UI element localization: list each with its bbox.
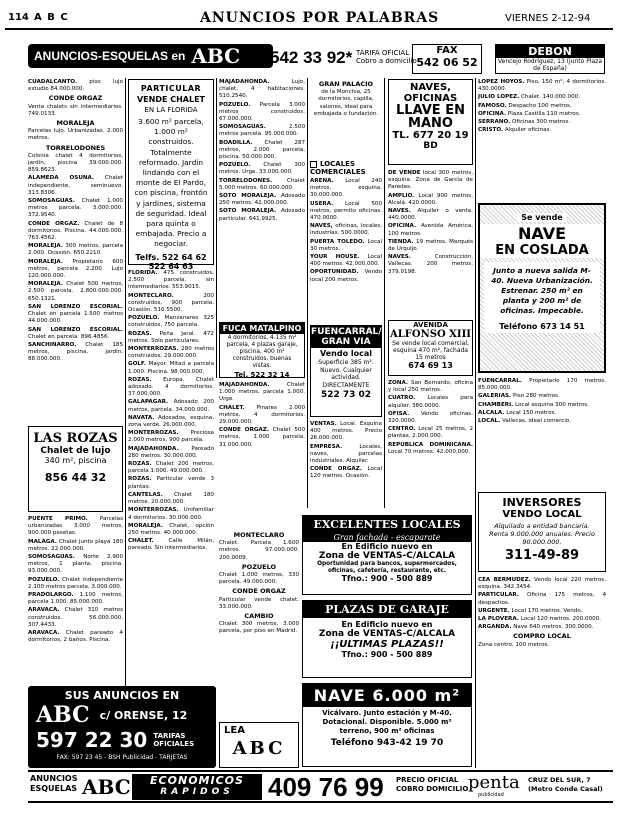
coslada-line-1: NAVE [480, 224, 604, 243]
section-heading: TORRELODONES [45, 143, 106, 152]
fuencarral-ad [310, 325, 382, 417]
column-3-mid [219, 382, 305, 504]
economicos-label: ECONOMICOS [150, 774, 244, 787]
classified-item: MAJADAHONDA. Lujo, chalet, 4 habitaciones. 510.2540. [219, 79, 305, 100]
classified-item: MAJADAHONDA. Pareado 280 metros. 30.000.000. [128, 445, 214, 459]
precio-line-2: COBRO DOMICILIO [396, 785, 469, 793]
classified-item: NAVES. Construcción, Vallecas. 200 metros. 379.0198. [388, 254, 473, 275]
garaje-phone: Tfno.: 900 - 500 889 [341, 650, 433, 659]
paper-name: A B C [34, 12, 69, 23]
classified-item: SOMOSAGUAS. 2.500 metros parcela. 95.000.000. [219, 124, 305, 138]
column-rule [125, 78, 126, 768]
classified-item: YOUR HOUSE. Local 400 metros. 42.000.000. [310, 254, 382, 268]
section-title: ANUNCIOS POR PALABRAS [200, 10, 440, 26]
column-6-mid [478, 378, 606, 488]
fuca-ad [219, 322, 305, 378]
classified-item: ROZAS. Particular vende 3 plantas. [128, 476, 214, 490]
column-4-lower [310, 421, 382, 507]
classified-item: ALAMEDA OSUNA. Chalet independiente, seminuevo. 313.8306. [28, 175, 123, 196]
locales-title: LOCALES COMERCIALES [310, 160, 366, 176]
column-5 [388, 170, 473, 315]
sus-anuncios-fax: FAX: 597 23 45 - BSH Publicidad - TARJETAS [56, 754, 188, 761]
column-5-lower [388, 380, 473, 507]
classified-item: CONDE ORGAZ. Local 120 metros. Ocasión. [310, 466, 382, 480]
classified-item: CHAMBERI. Local esquina 300 metros. [478, 401, 589, 408]
fuencarral-phone: 522 73 02 [320, 390, 372, 401]
fax-number: 542 06 52 [416, 56, 478, 69]
garaje-line-2: En Edificio nuevo en [341, 620, 433, 629]
classified-item: ALCALA. Local 150 metros. [478, 409, 557, 416]
classified-item: CUATRO. Locales para alquiler. 380.0000. [388, 395, 473, 409]
classified-item: MONTERROZAS. Preciosa 2.000 metros, 900 parcela. [128, 430, 214, 444]
classified-item: LA PLOVERA. Local 120 metros. 200.0000. [478, 616, 602, 623]
classified-item: ARAVACA. Chalet pareado 4 dormitorios, 2 baños. Piscina. [28, 630, 123, 644]
section-heading: MORALEJA [56, 119, 95, 128]
fuca-phone: Tel. 522 32 14 [234, 371, 290, 379]
tarifa-line-1: TARIFA OFICIAL [356, 49, 410, 57]
naves-line-2: OFICINAS [403, 93, 458, 104]
banner-tarifa [356, 49, 417, 65]
section-heading: CONDE ORGAZ [48, 94, 103, 103]
classified-item: Venta chalets sin intermediarios. 749.0133. [28, 103, 123, 117]
classified-item: ROZAS. Europa. Chalet adosado. 4 dormitorios. 37.000.000. [128, 376, 214, 398]
coslada-ad [478, 203, 606, 373]
monteclaro-heading: MONTECLARO [233, 531, 285, 539]
classified-item: SAN LORENZO ESCORIAL. Chalet en parcela 1.500 metros 44.000.000. [28, 303, 123, 325]
classified-item: SOTO MORALEJA. Adosado particular. 641.9925. [219, 208, 305, 222]
nave-body: Vicálvaro. Junto estación y M-40. Dotacional. Disponible. 5.000 m² terreno, 900 m² oficinas [322, 709, 452, 735]
classified-item: CONDE ORGAZ. Chalet 500 metros, 1.000 parcela. 31.000.000. [219, 427, 305, 448]
inversores-body: Alquilado a entidad bancaria. Renta 9.000.000 anuales. Precio 90.000.000. [489, 522, 595, 546]
alfonso-heading: AVENIDA [413, 321, 448, 329]
column-rule [216, 78, 217, 378]
column-3 [219, 79, 305, 317]
classified-item: MORALEJA. Chalet, opción 250 metros. 40.000.000. [128, 522, 214, 536]
classified-item: PUERTA TOLEDO. Local 30 metros. [310, 238, 382, 252]
classified-item: SAN LORENZO ESCORIAL. Chalet en parcela. 896.4856. [28, 326, 123, 340]
garaje-line-3: Zona de VENTAS-C/ALCALA [318, 629, 456, 639]
column-4 [310, 178, 382, 320]
precio-line-1: PRECIO OFICIAL [396, 776, 459, 784]
classified-item: URGENTE. Local 170 metros. Vendo. [478, 607, 583, 614]
oficiales-label: OFICIALES [153, 740, 195, 748]
debon-box [495, 44, 605, 74]
fuencarral-body: Superficie 385 m². Nuevo. Cualquier actividad. DIRECTAMENTE [318, 359, 374, 389]
excelentes-line-4: Zona de VENTAS-C/ALCALA [318, 551, 456, 561]
rapidos-label: RAPIDOS [160, 787, 234, 797]
banner-abc: ABC [191, 44, 241, 68]
column-2 [128, 270, 214, 682]
inversores-line-1: INVERSORES [502, 496, 582, 509]
fax-label: FAX [436, 45, 458, 56]
classified-item: ARAVACA. Chalet 310 metros construidos. 56.000.000. 307.4433. [28, 607, 123, 628]
classified-item: NAVATA. Adosados, esquina, zona verde. 26.000.000. [128, 414, 214, 429]
garaje-title: PLAZAS DE GARAJE [303, 601, 471, 618]
particular-line-1: PARTICULAR [140, 84, 202, 93]
classified-item: BOADILLA. Chalet 287 metros, 2.000 parcela, piscina. 50.000.000. [219, 139, 305, 161]
bottom-esquelas-label: ESQUELAS [30, 784, 78, 793]
fuencarral-line-1: FUENCARRAL/ [311, 327, 382, 337]
fuencarral-line-3: Vendo local [319, 349, 372, 358]
inversores-ad [478, 492, 606, 572]
classified-item: VENTAS. Local. Esquina 400 metros. Precio 26.000.000. [310, 421, 382, 442]
sus-anuncios-abc: ABC [36, 702, 90, 728]
bottom-abc: ABC [82, 775, 131, 799]
classified-item: POZUELO. Chalet 300 metros. Urge. 33.000.000. [219, 162, 305, 176]
classified-item: CRISTO. Alquiler oficinas. [478, 127, 552, 134]
pozuelo-text: Chalet 1.000 metros, 330 parcela. 49.000.000. [219, 572, 299, 586]
section-heading: COMPRO LOCAL [513, 632, 571, 641]
classified-item: NAVES. Alquiler o venta. 440.0000. [388, 208, 473, 222]
alfonso-phone: 674 69 13 [408, 361, 453, 370]
sus-anuncios-ad [28, 686, 216, 768]
tarifas-label: TARIFAS [153, 732, 186, 740]
classified-item: PRADOLARGO. 1.100 metros, parcela 1.000. 85.000.000. [28, 592, 123, 606]
classified-item: OFICINA. Avenida América, 100 metros. [388, 223, 473, 237]
classified-item: REPUBLICA DOMINICANA. Local 70 metros. 42.000.000. [388, 441, 473, 455]
garaje-ad [302, 600, 472, 678]
inversores-line-2: VENDO LOCAL [502, 509, 582, 520]
nave-ad [302, 683, 472, 767]
locales-heading [310, 160, 382, 176]
tarifa-line-2: Cobro a domicilio [356, 57, 417, 65]
classified-item: ZONA. San Bernardo, oficina y local 250 metros. [388, 380, 473, 394]
column-1 [28, 79, 123, 421]
classified-item: MORALEJA. Propietario 600 metros, parcela 2.200. Lujo 120.000.000. [28, 258, 123, 280]
classified-item: CANTELAS. Chalet 180 metros. 20.000.000. [128, 491, 214, 506]
classified-item: AMPLIO. Local 900 metros, Alcalá. 420.0000. [388, 192, 473, 206]
column-rule [475, 78, 476, 768]
naves-line-4: MANO [408, 116, 453, 131]
banner-phone: 542 33 92* [270, 48, 353, 67]
classified-item: SERRANO. Oficinas 300 metros. [478, 119, 571, 126]
fuca-title: FUCA MATALPINO [220, 323, 304, 334]
classified-item: GOLF. Mayor. Mitad a parcela 1.000. Piscina. 98.000.000. [128, 361, 214, 375]
classified-item: TORRELODONES. Chalet 5.000 metros. 60.000.000. [219, 177, 305, 191]
classified-item: SOMOSAGUAS. Norte 2.900 metros, 1 planta, piscina. 93.000.000. [28, 554, 123, 575]
classified-item: MAJADAHONDA. Chalet 1.000 metros, parcela 1.000. Urge. [219, 382, 305, 403]
particular-line-3: EN LA FLORIDA [144, 106, 198, 114]
classified-item: SOMOSAGUAS. Chalet 1.000 metros parcela. 3.000.000. 372.9540. [28, 198, 123, 219]
classified-item: ROZAS. Peña Jaral. 472 metros. Solo particulares. [128, 330, 214, 344]
conde-text: Particular vende chalet. 33.000.000. [219, 596, 299, 610]
column-3-lower [219, 530, 299, 680]
classified-item: MORALEJA. 300 metros, parcela 2.000. Ocasión. 650.2210. [28, 243, 123, 257]
bottom-phone: 409 76 99 [268, 772, 384, 802]
classified-item: TIENDA. 19 metros, Marqués de Urquijo. [388, 238, 473, 253]
cruz-line-2: (Metro Conde Casal) [528, 785, 603, 793]
classified-item: MONTERROZAS. Unifamiliar 4 dormitorios. 30.000.000. [128, 507, 214, 521]
nave-title: NAVE 6.000 m² [303, 684, 471, 707]
classified-item: PARTICULAR. Oficina 175 metros, 4 despachos. [478, 592, 606, 606]
classified-item: USERA. Local 500 metros, permito oficinas. 470.0000. [310, 200, 382, 222]
alfonso-body: Se vende local comercial, esquina 470 m², fachada 15 metros [392, 340, 469, 361]
classified-item: POZUELO. Chalet independiente 2.100 metros parcela. 3.000.000. [28, 576, 123, 590]
penta-logo: penta [468, 772, 520, 793]
classified-item: OPORTUNIDAD. Vendo local 200 metros. [310, 269, 382, 283]
coslada-heading: Se vende [517, 213, 566, 222]
bottom-anuncios-label: ANUNCIOS [30, 774, 78, 783]
cruz-line-1: CRUZ DEL SUR, 7 [528, 776, 591, 784]
classified-item: MALAGA. Chalet junto playa 180 metros. 22.000.000. [28, 538, 123, 552]
naves-ad [388, 79, 473, 165]
banner-text: ANUNCIOS-ESQUELAS en [34, 49, 186, 63]
naves-line-3: LLAVE EN [396, 103, 465, 118]
coslada-phone: Teléfono 673 14 51 [484, 320, 600, 333]
naves-logo: BD [423, 141, 438, 151]
classified-item: GALERIAS. Piso 280 metros. [478, 393, 560, 400]
nave-phone: Teléfono 943-42 19 70 [330, 738, 444, 748]
alfonso-ad [388, 320, 473, 376]
lea-label: LEA [224, 725, 245, 736]
classified-item: PUENTE PRIMO. Parcelas urbanizadas 3.000 metros, 900.000 pesetas. [28, 516, 123, 537]
gran-palacio-title: GRAN PALACIO [318, 80, 374, 88]
column-rule [384, 78, 385, 508]
fuencarral-line-2: GRAN VIA [321, 337, 371, 347]
particular-line-2: VENDE CHALET [136, 95, 206, 104]
bottom-precio [396, 776, 468, 794]
classified-item: NAVES, oficinas, locales, industrias. 500.0000. [310, 223, 382, 237]
lea-abc-logo: ABC [232, 738, 286, 759]
debon-address: Vencejo Rodríguez, 13 (junto Plaza de España) [497, 58, 603, 72]
debon-name: DEBON [496, 45, 604, 58]
alfonso-title: ALFONSO XIII [390, 329, 471, 340]
issue-date: VIERNES 2-12-94 [505, 13, 591, 24]
classified-item: EMPRESA. Locales, naves, parcelas industriales. Alquiler. [310, 443, 382, 465]
sus-anuncios-address: c/ ORENSE, 12 [99, 708, 188, 722]
bottom-cruz [528, 776, 603, 794]
classified-item: FAMOSO. Despacho 100 metros. [478, 102, 572, 109]
classified-item: CHALET. Calle Milán, pareado. Sin intermediarios. [128, 538, 214, 552]
fuca-body: 4 dormitorios, 4.135 m² parcela, 4 plazas garaje, piscina, 400 m² construidos, buenas vistas. [226, 335, 298, 369]
classified-item: CHALET. Pinares 2.000 metros, 4 dormitorios. 29.000.000. [219, 404, 305, 426]
classified-item: Parcelas lujo. Urbanizadas. 2.000 metros. [28, 128, 123, 142]
classified-item: OFICINA. Plaza Castilla 110 metros. [478, 110, 581, 117]
page-number: 114 [8, 12, 29, 23]
pozuelo-heading: POZUELO [241, 562, 277, 571]
classified-item: ROZAS. Chalet 200 metros, parcela 1.000. 49.000.000. [128, 461, 214, 475]
naves-phone: TL. 677 20 19 [392, 130, 469, 141]
rozas-ad [28, 426, 123, 512]
classified-item: GALAPAGAR. Adosado 200 metros, parcela. 34.000.000. [128, 399, 214, 413]
fax-box [412, 44, 482, 74]
rozas-line-1: Chalet de lujo [40, 446, 111, 456]
classified-item: POZUELO. Manzanares 325 construidos, 750 parcela. [128, 315, 214, 329]
classified-item: OFISA. Vendo oficinas. 320.0000. [388, 410, 473, 425]
classified-item: CUADALCANTO. piso lujo estudio 84.000.000. [28, 79, 123, 93]
classified-item: JULIO LOPEZ. Chalet. 140.000.000. [478, 94, 580, 101]
penta-subtitle: publicidad [478, 792, 504, 798]
inversores-phone: 311-49-89 [504, 548, 580, 563]
classified-item: POZUELO. Parcela 3.000 metros construidos. 67.000.000. [219, 101, 305, 123]
classified-item: CONDE ORGAZ. Chalet de 8 dormitorios. Piscina. 44.000.000. 763.4562. [28, 220, 123, 242]
classified-item: Colonia chalet 4 dormitorios, jardín, piscina 39.000.000. 859.8623. [28, 152, 123, 174]
classified-item: LOCAL. Vallecas, ideal comercio. [478, 418, 571, 425]
classified-item: SANCHINARRO. Chalet 185 metros, piscina, jardín. 88.000.000. [28, 341, 123, 363]
excelentes-ad [302, 515, 472, 595]
rozas-phone: 856 44 32 [44, 471, 107, 484]
coslada-body: Junto a nueva salida M-40. Nueva Urbanización. Estrenar. 250 m² en planta y 200 m² de oficinas. Impecable. [484, 262, 600, 320]
monteclaro-text: Chalet. Parcela 1.600 metros. 97.000.000. 200.0009. [219, 540, 299, 561]
column-6-lower [478, 577, 606, 767]
naves-line-1: NAVES, [409, 82, 451, 93]
column-6 [478, 79, 606, 197]
classified-item: CENTRO. Local 25 metros, 2 plantas. 2.000.000. [388, 426, 473, 440]
column-1-lower [28, 516, 123, 681]
classified-item: ARENA. Local 240 metros, esquina. 30.000.000. [310, 178, 382, 199]
lea-abc-ad [219, 722, 299, 768]
classified-item: DE VENDE local 300 metros, esquina. Zona de García de Paredes. [388, 170, 473, 191]
garaje-line-4: ¡¡ULTIMAS PLAZAS!! [330, 639, 444, 650]
classified-item: MONTERROZAS. 280 metros construidos. 29.000.000. [128, 346, 214, 360]
rozas-title: LAS ROZAS [33, 431, 118, 446]
classified-item: SOTO MORALEJA. Adosado 250 metros. 42.000.000. [219, 193, 305, 207]
gran-palacio-body: de la Moncloa, 25 dormitorios, capilla, salones, ideal para embajada o fundación. [313, 89, 379, 117]
classified-item: MONTECLARO. 200 construidos, 900 parcela. Ocasión. 510.5500. [128, 292, 214, 314]
particular-phone: Telfs. 522 64 62 [135, 252, 207, 262]
classified-item: CEA BERMUDEZ. Vendo local 220 metros, esquina. 342.3454. [478, 577, 606, 591]
cambio-text: Chalet 300 metros, 3.000 parcela, por piso en Madrid. [219, 621, 299, 635]
classified-item: MORALEJA. Chalet 500 metros, 2.500 parcela. 2.800.000.000. 650.1321. [28, 281, 123, 302]
economicos-box [132, 774, 262, 800]
column-rule [307, 78, 308, 508]
excelentes-subtitle: Gran fachada - escaparate [303, 533, 471, 542]
classified-item: FUENCARRAL. Propietario 170 metros. 85.000.000. [478, 378, 606, 392]
particular-body: 3.600 m² parcela, 1.000 m² construidos. Totalmente reformado. Jardín lindando con el monte de El Pardo, con piscina, frontón y jardines, sistema de seguridad. Ideal para quinta o embajada. Precio a negociar. [134, 117, 208, 249]
cambio-heading: CAMBIO [244, 612, 274, 621]
sus-anuncios-phone: 597 22 30 [36, 728, 148, 752]
excelentes-title: EXCELENTES LOCALES [303, 516, 471, 533]
excelentes-line-3: En Edificio nuevo en [341, 542, 433, 551]
gran-palacio [310, 79, 382, 154]
esquelas-banner [28, 44, 273, 68]
excelentes-phone: Tfno.: 900 - 500 889 [341, 574, 433, 583]
rozas-line-2: 340 m², piscina [44, 456, 107, 465]
checkbox-icon [310, 161, 317, 168]
conde-heading: CONDE ORGAZ [232, 587, 286, 596]
sus-anuncios-title: SUS ANUNCIOS EN [64, 689, 180, 702]
bottom-anuncios [30, 774, 78, 794]
classified-item: ARGANDA. Nave 640 metros. 300.0000. [478, 624, 594, 631]
particular-phone-2: 522 64 63 [148, 261, 194, 271]
particular-ad [128, 79, 214, 271]
classified-item: Zona centro, 100 metros. [478, 641, 550, 648]
classified-item: FLORIDA. 475 construidos, 2.500 parcela, sin intermediarios. 553.9015. [128, 270, 214, 291]
classified-item: LOPEZ HOYOS. Piso, 150 m², 4 dormitorios. 430.0000. [478, 79, 606, 93]
coslada-line-2: EN COSLADA [480, 243, 604, 258]
excelentes-line-5: Oportunidad para bancos, supermercados, oficinas, cafetería, restaurante, etc. [317, 561, 457, 574]
